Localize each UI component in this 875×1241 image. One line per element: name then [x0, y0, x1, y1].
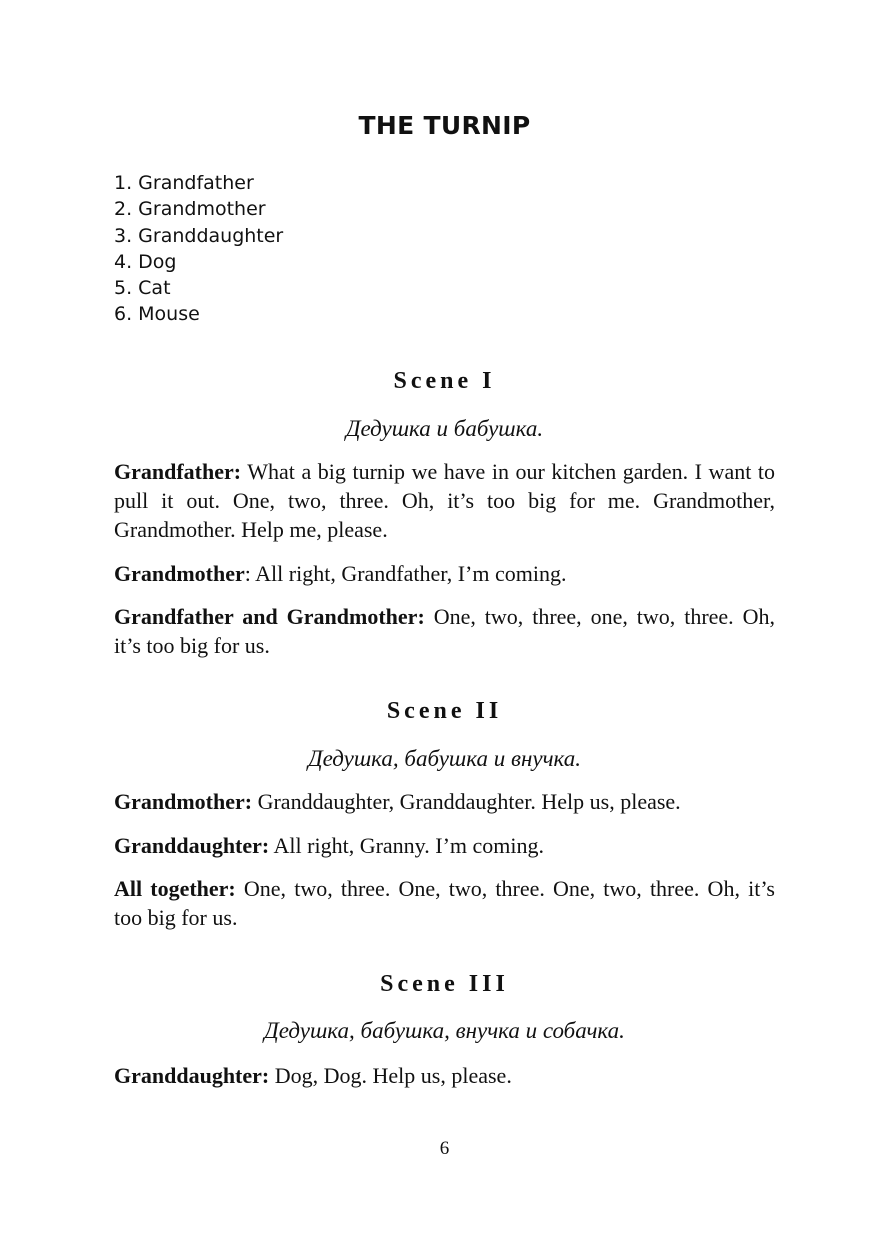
- dialogue-text: Dog, Dog. Help us, please.: [269, 1063, 512, 1088]
- dialogue-line: [114, 831, 775, 860]
- cast-item: 6. Mouse: [114, 303, 200, 326]
- scene-2-stage-direction: Дедушка, бабушка и внучка.: [308, 746, 581, 771]
- dialogue-line: [114, 787, 775, 816]
- dialogue-text: All right, Granny. I’m coming.: [269, 833, 545, 858]
- scene-3-stage-direction: Дедушка, бабушка, внучка и собачка.: [264, 1018, 625, 1043]
- dialogue-line: [114, 457, 775, 544]
- cast-list: [114, 170, 283, 328]
- cast-item: 3. Granddaughter: [114, 224, 284, 247]
- speaker-name: Granddaughter:: [114, 833, 270, 858]
- speaker-name: Granddaughter:: [114, 1063, 270, 1088]
- dialogue-line: [114, 602, 775, 660]
- scene-2-heading: Scene II: [386, 698, 503, 724]
- dialogue-text: One, two, three, one, two, three. Oh, it’s too big for us.: [114, 604, 775, 658]
- page-title: THE TURNIP: [358, 111, 531, 140]
- cast-item: 4. Dog: [114, 250, 177, 273]
- scene-1-heading: Scene I: [393, 368, 496, 394]
- scene-3-heading: Scene III: [380, 971, 509, 997]
- cast-item: 5. Cat: [114, 277, 171, 300]
- speaker-name: All together:: [114, 876, 236, 901]
- speaker-name: Grandfather and Grandmother:: [114, 604, 425, 629]
- dialogue-line: [114, 559, 775, 588]
- page-number: 6: [439, 1138, 450, 1159]
- cast-item: 1. Grandfather: [114, 172, 254, 194]
- dialogue-line: [114, 1061, 775, 1090]
- dialogue-text: One, two, three. One, two, three. One, two, three. Oh, it’s too big for us.: [114, 876, 775, 930]
- speaker-name: Grandmother:: [114, 789, 253, 814]
- dialogue-text: Granddaughter, Granddaughter. Help us, please.: [252, 789, 681, 814]
- cast-item: 2. Grandmother: [114, 198, 266, 221]
- dialogue-text: What a big turnip we have in our kitchen garden. I want to pull it out. One, two, three. Oh, it’s too big for me. Grandmother, Grandmother. Help me, please.: [114, 459, 775, 542]
- speaker-name: Grandfather:: [114, 459, 242, 484]
- dialogue-line: [114, 874, 775, 932]
- dialogue-text: : All right, Grandfather, I’m coming.: [244, 561, 567, 586]
- scene-1-stage-direction: Дедушка и бабушка.: [345, 416, 544, 441]
- speaker-name: Grandmother: [114, 561, 245, 586]
